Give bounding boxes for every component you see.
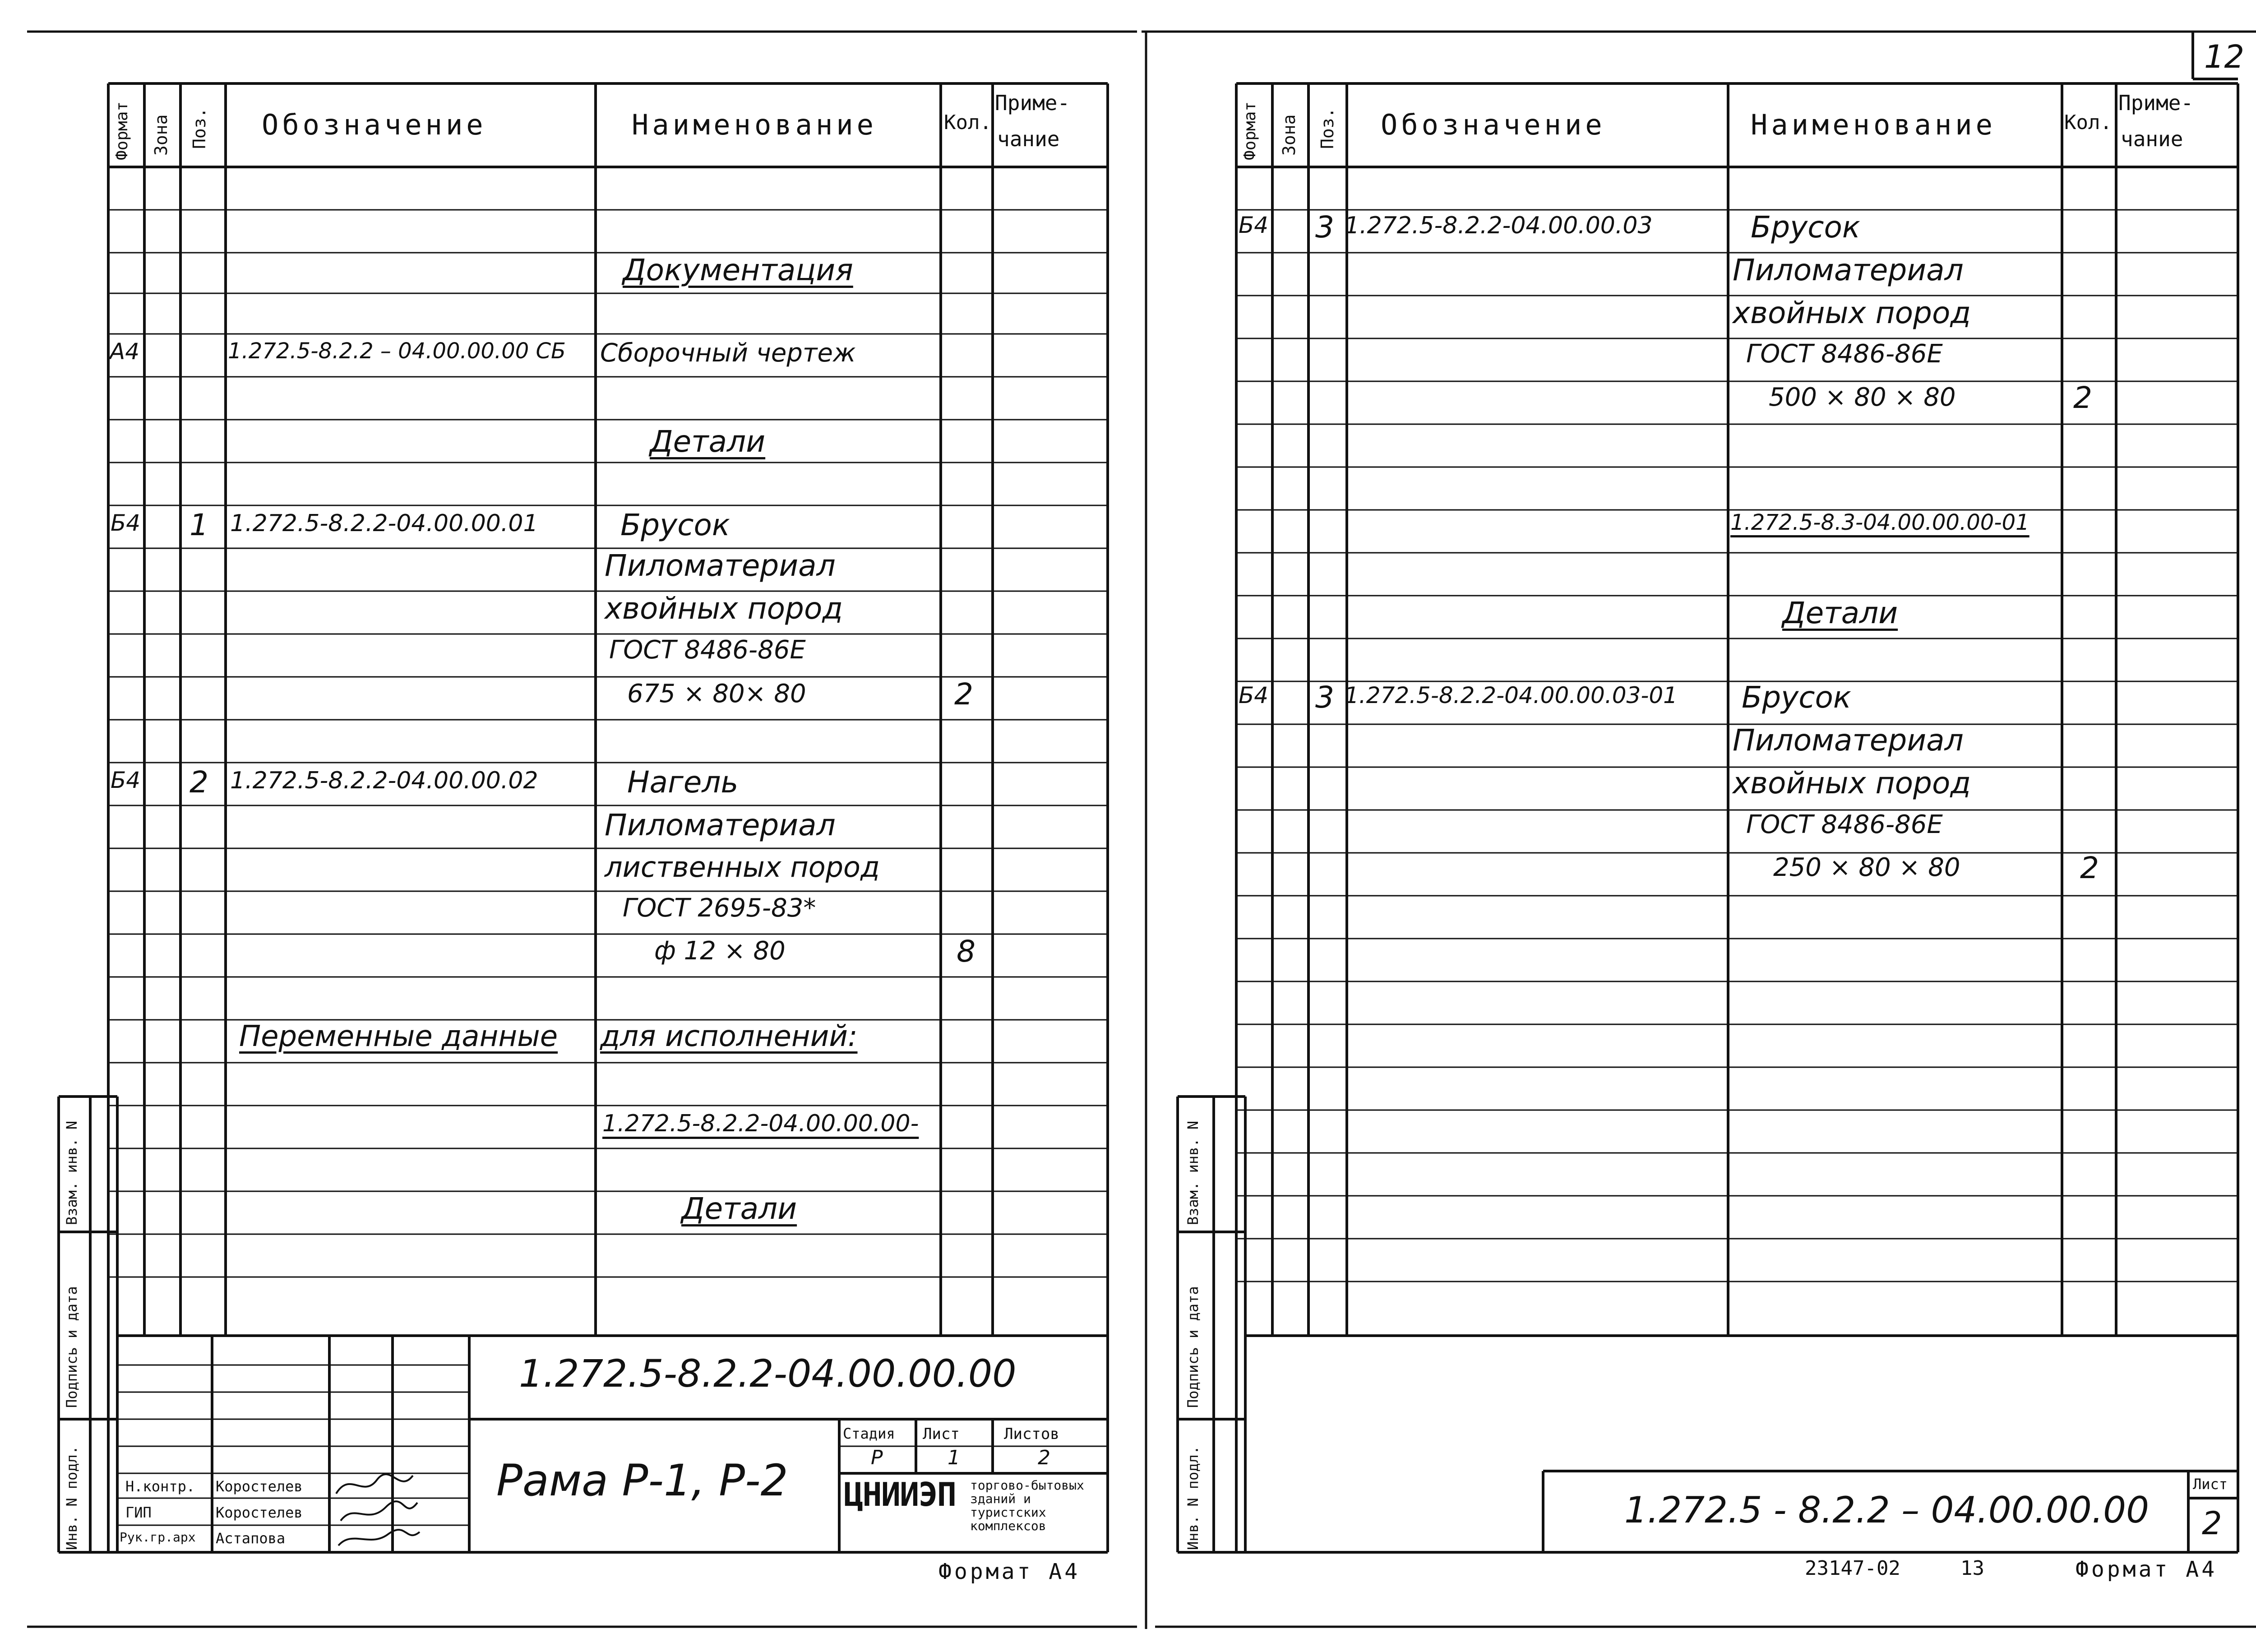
header-format: Формат	[1241, 101, 1259, 160]
side-label-sign-date: Подпись и дата	[1184, 1286, 1202, 1408]
header-note-1: Приме-	[2118, 91, 2194, 115]
row-name-line: ГОСТ 8486-86Е	[1746, 810, 1943, 839]
row-name-line: ГОСТ 2695-83*	[623, 893, 816, 923]
row-format: Б4	[111, 767, 141, 793]
format-label: Формат А4	[938, 1559, 1081, 1584]
header-note-2: чание	[2121, 127, 2183, 151]
variant-designation: 1.272.5-8.2.2-04.00.00.00-	[602, 1110, 919, 1137]
row-name-line: 250 × 80 × 80	[1773, 853, 1960, 882]
row-designation: 1.272.5-8.2.2 – 04.00.00.00 СБ	[228, 338, 566, 364]
header-name: Наименование	[632, 108, 877, 141]
header-zone: Зона	[151, 114, 171, 156]
header-pos: Поз.	[1318, 107, 1337, 149]
stage-value: Р	[871, 1446, 883, 1469]
stage-label: Стадия	[843, 1425, 895, 1442]
variable-data-label-2: для исполнений:	[600, 1020, 858, 1053]
row-format: Б4	[1239, 212, 1269, 238]
sheet-label: Лист	[923, 1425, 960, 1443]
row-format: Б4	[1239, 682, 1269, 708]
header-name: Наименование	[1751, 108, 1996, 141]
row-name-line: ф 12 × 80	[654, 936, 786, 966]
row-name-line: Пиломатериал	[1733, 253, 1964, 287]
sheets-label: Листов	[1004, 1425, 1059, 1443]
row-name-line: лиственных пород	[605, 851, 880, 884]
role-label: Н.контр.	[125, 1478, 195, 1495]
row-name-line: 500 × 80 × 80	[1769, 383, 1956, 412]
row-name-line: хвойных пород	[1733, 766, 1971, 801]
row-designation: 1.272.5-8.2.2-04.00.00.03	[1345, 212, 1653, 239]
row-name: Брусок	[1742, 680, 1851, 715]
header-designation: Обозначение	[262, 108, 487, 141]
header-format: Формат	[113, 101, 131, 160]
row-pos: 3	[1315, 680, 1334, 715]
header-qty: Кол.	[944, 111, 992, 134]
role-name: Астапова	[216, 1530, 286, 1547]
doc-number: 1.272.5 - 8.2.2 – 04.00.00.00	[1624, 1489, 2149, 1531]
side-label-replaces: Взам. инв. N	[1184, 1120, 1202, 1225]
sheet-value: 2	[2202, 1505, 2222, 1542]
sheets-value: 2	[1038, 1446, 1050, 1469]
doc-title: Рама Р-1, Р-2	[496, 1455, 788, 1506]
row-pos: 3	[1315, 210, 1334, 245]
role-name: Коростелев	[216, 1504, 303, 1521]
org-name-line: комплексов	[970, 1518, 1046, 1533]
sheet-label: Лист	[2193, 1476, 2228, 1493]
row-qty: 2	[954, 677, 973, 712]
doc-number: 1.272.5-8.2.2-04.00.00.00	[519, 1351, 1017, 1396]
section-parts: Детали	[681, 1191, 797, 1226]
signatures	[332, 1467, 422, 1552]
row-designation: 1.272.5-8.2.2-04.00.00.02	[230, 767, 538, 794]
org-name-line: зданий и	[970, 1491, 1031, 1506]
format-label: Формат А4	[2076, 1557, 2218, 1582]
role-label: ГИП	[125, 1504, 152, 1521]
side-label-inv-orig: Инв. N подл.	[1184, 1445, 1202, 1550]
row-designation: 1.272.5-8.2.2-04.00.00.01	[230, 510, 538, 537]
side-label-inv-orig: Инв. N подл.	[63, 1445, 80, 1550]
row-name-line: хвойных пород	[1733, 296, 1971, 330]
row-format: А4	[110, 338, 140, 365]
row-name: Брусок	[620, 508, 730, 542]
section-documentation: Документация	[623, 253, 853, 287]
row-name-line: ГОСТ 8486-86Е	[1746, 339, 1943, 369]
org-logo: ЦНИИЭП	[844, 1476, 956, 1513]
side-label-replaces: Взам. инв. N	[63, 1120, 80, 1225]
header-designation: Обозначение	[1381, 108, 1606, 141]
row-qty: 2	[2073, 380, 2092, 415]
role-name: Коростелев	[216, 1478, 303, 1495]
org-name-line: туристских	[970, 1505, 1046, 1520]
row-name-line: Пиломатериал	[1733, 723, 1964, 758]
header-pos: Поз.	[190, 107, 209, 149]
row-name-line: 675 × 80× 80	[627, 679, 806, 708]
section-parts: Детали	[650, 424, 766, 459]
sheet-number: 12	[2204, 38, 2245, 75]
row-name: Нагель	[627, 765, 739, 800]
side-label-sign-date: Подпись и дата	[63, 1286, 80, 1408]
header-note-1: Приме-	[995, 91, 1070, 115]
footer-code: 23147-02	[1805, 1557, 1900, 1580]
row-name-line: Пиломатериал	[605, 808, 836, 842]
header-note-2: чание	[997, 127, 1060, 151]
row-pos: 1	[190, 508, 208, 542]
row-format: Б4	[111, 510, 141, 536]
variant-designation: 1.272.5-8.3-04.00.00.00-01	[1730, 510, 2029, 535]
role-label: Рук.гр.арх	[120, 1530, 196, 1545]
variable-data-label: Переменные данные	[239, 1020, 558, 1053]
row-pos: 2	[190, 765, 208, 800]
row-name-line: Пиломатериал	[605, 548, 836, 583]
org-name-line: торгово-бытовых	[970, 1478, 1084, 1493]
row-qty: 2	[2080, 851, 2099, 885]
section-parts: Детали	[1782, 596, 1898, 630]
row-designation: 1.272.5-8.2.2-04.00.00.03-01	[1345, 682, 1678, 708]
header-qty: Кол.	[2064, 111, 2112, 134]
header-zone: Зона	[1279, 114, 1299, 156]
row-qty: 8	[957, 934, 975, 969]
row-name-line: ГОСТ 8486-86Е	[609, 635, 806, 665]
row-name: Сборочный чертеж	[600, 338, 856, 368]
footer-page: 13	[1960, 1557, 1984, 1580]
sheet-value: 1	[948, 1446, 960, 1469]
row-name: Брусок	[1751, 210, 1860, 245]
row-name-line: хвойных пород	[605, 591, 843, 626]
